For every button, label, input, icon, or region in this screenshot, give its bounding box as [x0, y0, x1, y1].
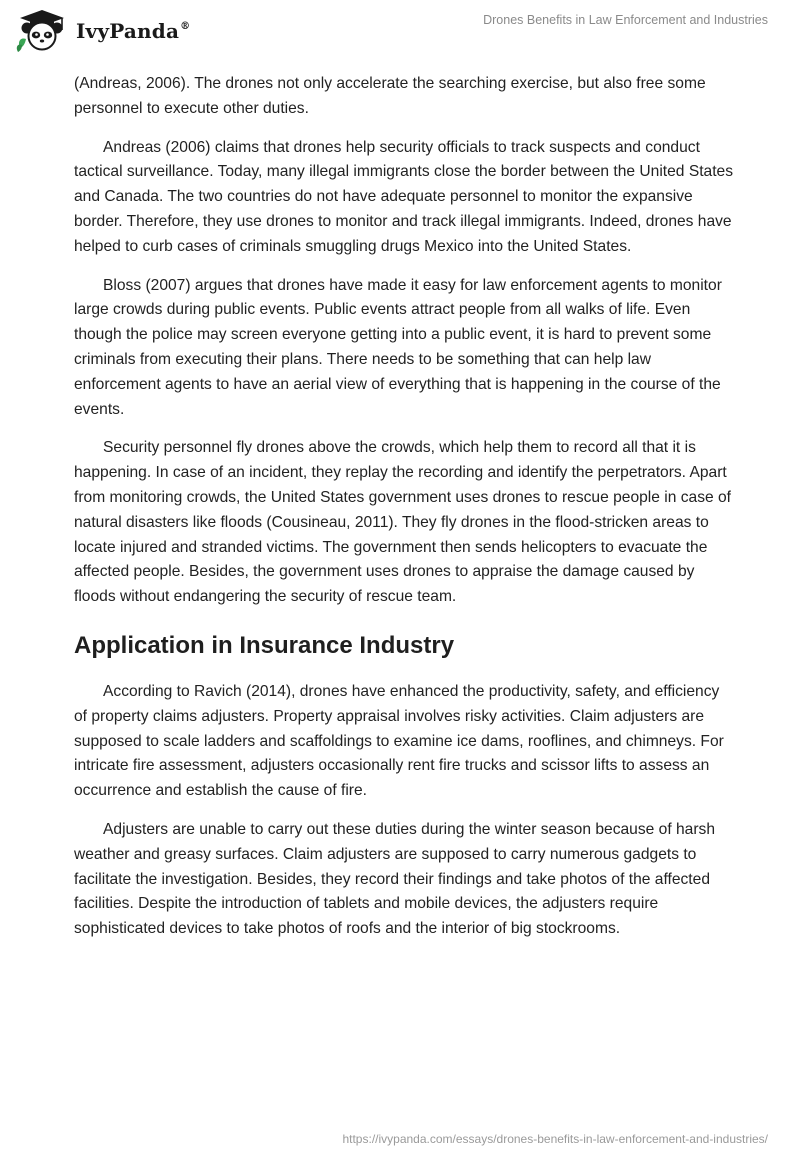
brand-name: IvyPanda® [76, 19, 191, 43]
section-heading-insurance: Application in Insurance Industry [74, 631, 455, 659]
paragraph-5: According to Ravich (2014), drones have enhanced the productivity, safety, and efficiency of property claims adjusters. Property appraisal involves risky activities. Claim adjusters are supposed to scale ladders and scaffoldings to examine ice dams, rooflines, and chimneys. For intricate fire assessment, adjusters occasionally rent fire trucks and scissor lifts to assess an occurrence and establish the cause of fire. [74, 682, 724, 800]
ivypanda-logo[interactable] [14, 8, 190, 52]
paragraph-6: Adjusters are unable to carry out these duties during the winter season because of harsh weather and greasy surfaces. Claim adjusters are supposed to carry numerous gadgets to facilitate the investigation. Besides, they record their findings and take photos of the affected facilities. Despite the introduction of tablets and mobile devices, the adjusters require sophisticated devices to take photos of roofs and the interior of big stockrooms. [74, 820, 715, 938]
page-header [0, 0, 800, 60]
article-body [74, 72, 734, 956]
panda-graduate-icon [14, 8, 70, 52]
document-title: Drones Benefits in Law Enforcement and Industries [483, 13, 768, 27]
paragraph-2: Andreas (2006) claims that drones help security officials to track suspects and conduct tactical surveillance. Today, many illegal immigrants close the border between the United States and Canada. The two countries do not have adequate personnel to monitor the expansive border. Therefore, they use drones to monitor and track illegal immigrants. Indeed, drones have helped to curb cases of criminals smuggling drugs Mexico into the United States. [74, 138, 734, 255]
paragraph-1: (Andreas, 2006). The drones not only accelerate the searching exercise, but also free some personnel to execute other duties. [74, 75, 706, 117]
source-url[interactable]: https://ivypanda.com/essays/drones-benefits-in-law-enforcement-and-industries/ [342, 1132, 768, 1146]
paragraph-3: Bloss (2007) argues that drones have made it easy for law enforcement agents to monitor large crowds during public events. Public events attract people from all walks of life. Even though the police may screen everyone getting into a public event, it is hard to prevent some criminals from executing their plans. There needs to be something that can help law enforcement agents to have an aerial view of everything that is happening in the course of the events. [74, 276, 722, 418]
paragraph-4: Security personnel fly drones above the crowds, which help them to record all that it is happening. In case of an incident, they replay the recording and identify the perpetrators. Apart from monitoring crowds, the United States government uses drones to rescue people in case of natural disasters like floods (Cousineau, 2011). They fly drones in the flood-stricken areas to locate injured and stranded victims. The government then sends helicopters to evacuate the affected people. Besides, the government uses drones to appraise the damage caused by floods without endangering the security of rescue team. [74, 439, 732, 606]
